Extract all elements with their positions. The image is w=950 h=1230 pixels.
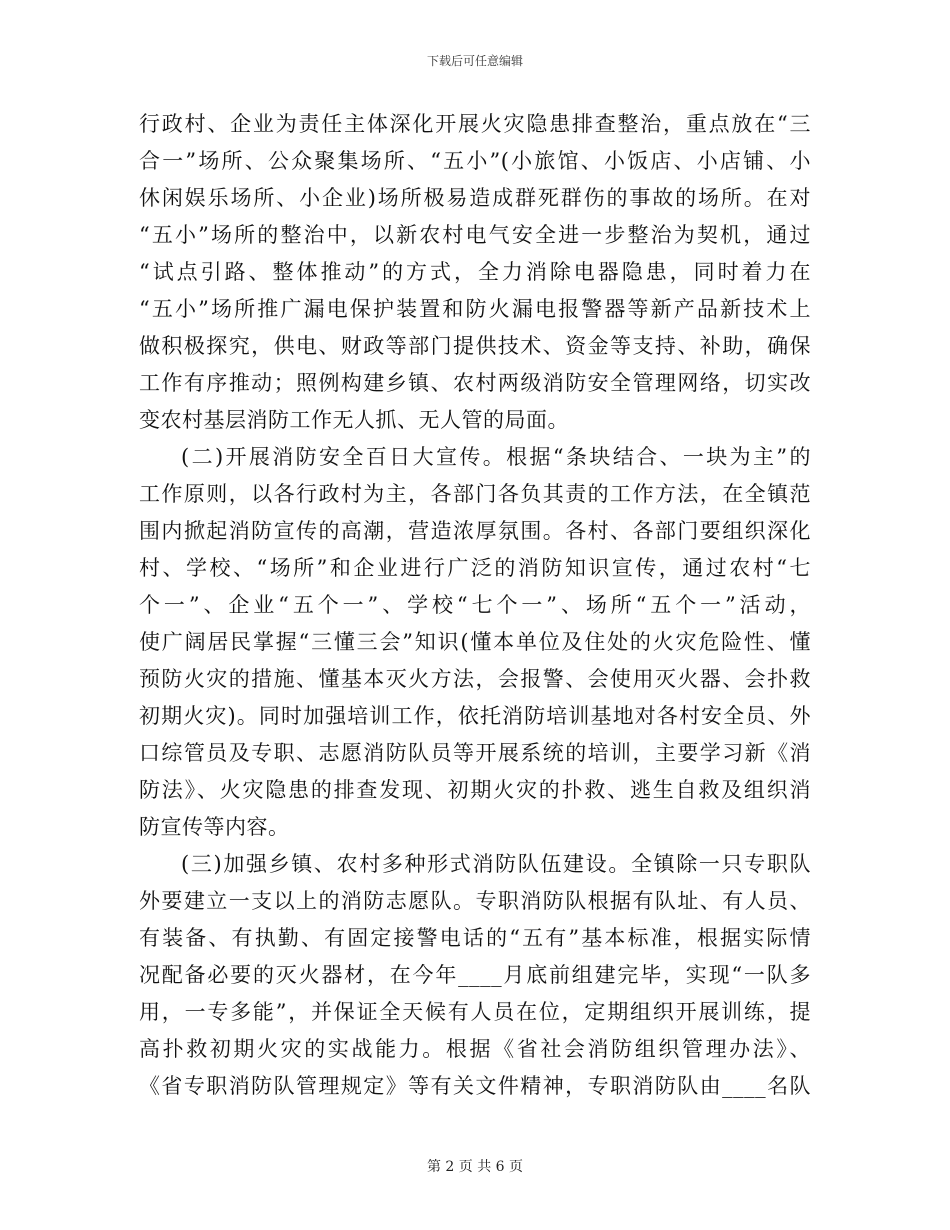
text-line: “试点引路、整体推动”的方式，全力消除电器隐患，同时着力在 xyxy=(139,260,811,284)
text-line: 外要建立一支以上的消防志愿队。专职消防队根据有队址、有人员、 xyxy=(139,889,811,913)
text-line: (二)开展消防安全百日大宣传。根据“条块结合、一块为主”的 xyxy=(181,445,811,469)
text-line: 行政村、企业为责任主体深化开展火灾隐患排查整治，重点放在“三 xyxy=(139,112,811,136)
text-line: 工作有序推动；照例构建乡镇、农村两级消防安全管理网络，切实改 xyxy=(139,371,811,395)
text-line: 防法》、火灾隐患的排查发现、初期火灾的扑救、逃生自救及组织消 xyxy=(139,778,811,802)
text-line: 况配备必要的灭火器材，在今年____月底前组建完毕，实现“一队多 xyxy=(139,963,811,987)
text-line: 村、学校、“场所”和企业进行广泛的消防知识宣传，通过农村“七 xyxy=(139,556,811,580)
text-line: 工作原则，以各行政村为主，各部门各负其责的工作方法，在全镇范 xyxy=(139,482,811,506)
text-line: 做积极探究，供电、财政等部门提供技术、资金等支持、补助，确保 xyxy=(139,334,811,358)
text-line: 围内掀起消防宣传的高潮，营造浓厚氛围。各村、各部门要组织深化 xyxy=(139,519,811,543)
page-number: 第 2 页 共 6 页 xyxy=(426,1159,524,1175)
text-line: 用，一专多能”，并保证全天候有人员在位，定期组织开展训练，提 xyxy=(139,1000,811,1024)
document-body xyxy=(139,106,811,1105)
text-line: 合一”场所、公众聚集场所、“五小”(小旅馆、小饭店、小店铺、小 xyxy=(139,149,811,173)
paragraph xyxy=(139,439,811,846)
text-line: 个一”、企业“五个一”、学校“七个一”、场所“五个一”活动， xyxy=(139,593,811,617)
text-line: (三)加强乡镇、农村多种形式消防队伍建设。全镇除一只专职队 xyxy=(181,852,811,876)
text-line: 有装备、有执勤、有固定接警电话的“五有”基本标准，根据实际情 xyxy=(139,926,811,950)
text-line: 预防火灾的措施、懂基本灭火方法，会报警、会使用灭火器、会扑救 xyxy=(139,667,811,691)
text-line: 高扑救初期火灾的实战能力。根据《省社会消防组织管理办法》、 xyxy=(139,1037,811,1061)
text-line: 休闲娱乐场所、小企业)场所极易造成群死群伤的事故的场所。在对 xyxy=(139,186,811,210)
text-line: 《省专职消防队管理规定》等有关文件精神，专职消防队由____名队 xyxy=(139,1074,811,1098)
text-line: 防宣传等内容。 xyxy=(139,815,290,839)
page-header: 下载后可任意编辑 xyxy=(426,54,523,68)
text-line: 口综管员及专职、志愿消防队员等开展系统的培训，主要学习新《消 xyxy=(139,741,811,765)
text-line: “五小”场所推广漏电保护装置和防火漏电报警器等新产品新技术上 xyxy=(139,297,811,321)
paragraph xyxy=(139,846,811,1105)
text-line: “五小”场所的整治中，以新农村电气安全进一步整治为契机，通过 xyxy=(139,223,811,247)
text-line: 使广阔居民掌握“三懂三会”知识(懂本单位及住处的火灾危险性、懂 xyxy=(139,630,811,654)
paragraph xyxy=(139,106,811,439)
text-line: 初期火灾)。同时加强培训工作，依托消防培训基地对各村安全员、外 xyxy=(139,704,811,728)
text-line: 变农村基层消防工作无人抓、无人管的局面。 xyxy=(139,408,569,432)
